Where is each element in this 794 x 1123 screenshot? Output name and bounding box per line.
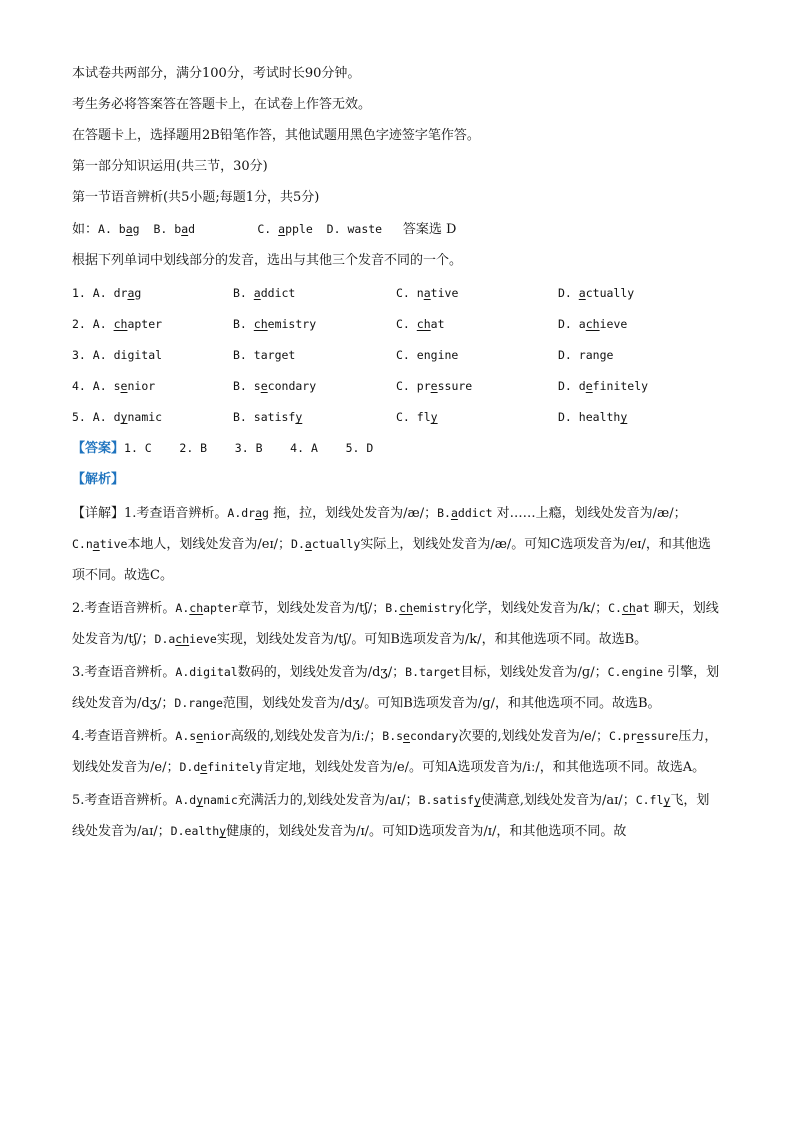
option-a: 1. A. drag xyxy=(72,286,142,300)
option-d: D. healthy xyxy=(558,410,628,424)
option-b: B. chemistry xyxy=(233,317,317,331)
note-line-2: 考生务必将答案答在答题卡上，在试卷上作答无效。 xyxy=(72,97,372,112)
part-title: 第一部分知识运用(共三节，30分) xyxy=(72,159,268,174)
explanation-2: 2.考查语音辨析。A.chapter章节，划线处发音为/tʃ/；B.chemistry化学，划线处发音为/k/；C.chat 聊天，划线处发音为/tʃ/；D.achieve实现，划线处发音为/tʃ/。可知B选项发音为/k/，和其他选项不同。故选B。 xyxy=(72,601,719,647)
explanation-4: 4.考查语音辨析。A.senior高级的,划线处发音为/iː/；B.secondary次要的,划线处发音为/e/；C.pressure压力，划线处发音为/e/；D.definitely肯定地，划线处发音为/e/。可知A选项发音为/iː/，和其他选项不同。故选A。 xyxy=(72,729,718,775)
question-row xyxy=(72,314,732,345)
example-answer: 答案选 D xyxy=(402,222,457,237)
question-row xyxy=(72,345,732,376)
option-d: D. definitely xyxy=(558,379,649,393)
analysis-label: 【解析】 xyxy=(72,472,125,487)
example-option-b: B. bad xyxy=(153,222,196,236)
answer-label: 【答案】 xyxy=(72,441,125,456)
note-line-3: 在答题卡上，选择题用2B铅笔作答，其他试题用黑色字迹签字笔作答。 xyxy=(72,128,480,143)
option-d: D. range xyxy=(558,348,614,362)
question-list xyxy=(72,283,732,438)
option-b: B. secondary xyxy=(233,379,317,393)
option-c: C. native xyxy=(396,286,459,300)
explanation-5: 5.考查语音辨析。A.dynamic充满活力的,划线处发音为/aɪ/；B.satisfy使满意,划线处发音为/aɪ/；C.fly飞，划线处发音为/aɪ/；D.ealthy健康的，划线处发音为/ɪ/。可知D选项发音为/ɪ/，和其他选项不同。故 xyxy=(72,793,710,839)
option-b: B. target xyxy=(233,348,296,362)
option-b: B. satisfy xyxy=(233,410,303,424)
explanation-3: 3.考查语音辨析。A.digital数码的，划线处发音为/dʒ/；B.target目标，划线处发音为/ɡ/；C.engine 引擎，划线处发音为/dʒ/；D.range范围，划线处发音为/dʒ/。可知B选项发音为/ɡ/，和其他选项不同。故选B。 xyxy=(72,665,720,711)
example-option-c: C. apple xyxy=(257,222,313,236)
example-line xyxy=(72,219,732,240)
question-row xyxy=(72,407,732,438)
option-a: 4. A. senior xyxy=(72,379,156,393)
option-c: C. pressure xyxy=(396,379,473,393)
explanation-1: 【详解】1.考查语音辨析。A.drag 拖，拉，划线处发音为/æ/；B.addict 对……上瘾，划线处发音为/æ/；C.native本地人，划线处发音为/eɪ/；D.actually实际上，划线处发音为/æ/。可知C选项发音为/eɪ/，和其他选项不同。故选C。 xyxy=(72,506,711,583)
example-prefix: 如： xyxy=(72,222,99,237)
instruction: 根据下列单词中划线部分的发音，选出与其他三个发音不同的一个。 xyxy=(72,253,463,268)
option-a: 5. A. dynamic xyxy=(72,410,163,424)
option-a: 3. A. digital xyxy=(72,348,163,362)
section-title: 第一节语音辨析(共5小题;每题1分，共5分) xyxy=(72,190,320,205)
option-d: D. achieve xyxy=(558,317,628,331)
option-c: C. fly xyxy=(396,410,438,424)
example-option-a: A. bag xyxy=(98,222,140,236)
analysis-heading xyxy=(72,470,732,490)
example-option-d: D. waste xyxy=(326,222,383,236)
exam-page xyxy=(72,64,732,847)
note-line-1: 本试卷共两部分，满分100分，考试时长90分钟。 xyxy=(72,66,361,81)
question-row xyxy=(72,283,732,314)
answer-values: 1. C 2. B 3. B 4. A 5. D xyxy=(124,441,374,455)
option-b: B. addict xyxy=(233,286,296,300)
option-d: D. actually xyxy=(558,286,635,300)
answer-line xyxy=(72,438,732,459)
option-c: C. engine xyxy=(396,348,459,362)
option-c: C. chat xyxy=(396,317,445,331)
question-row xyxy=(72,376,732,407)
option-a: 2. A. chapter xyxy=(72,317,163,331)
